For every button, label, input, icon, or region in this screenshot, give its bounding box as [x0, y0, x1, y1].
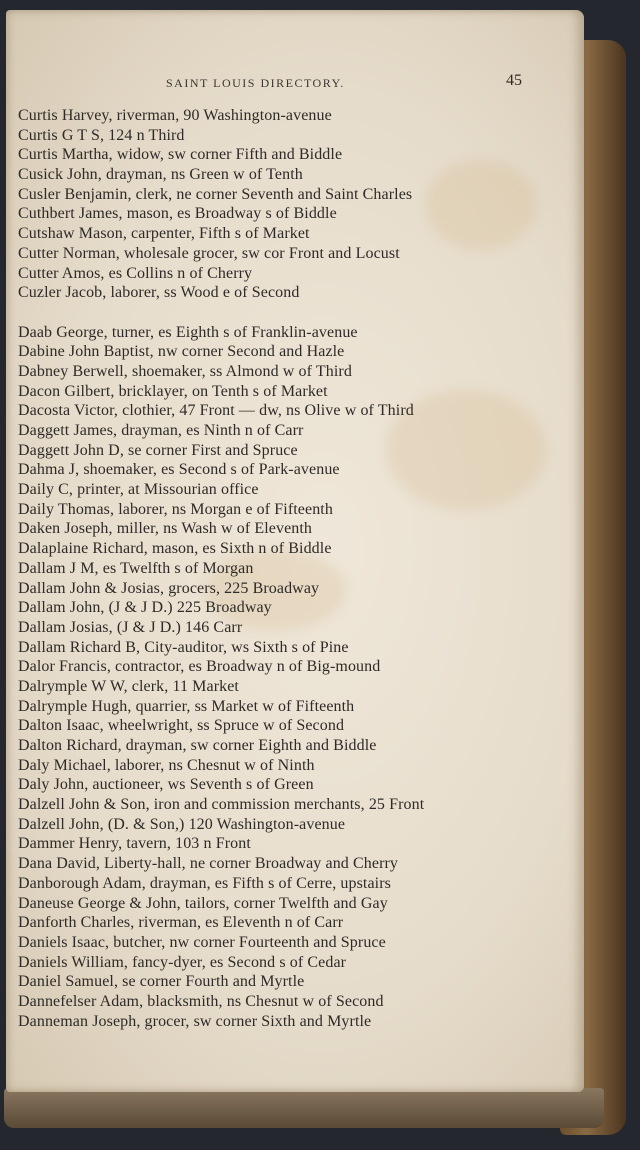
- section-gap: [18, 303, 578, 323]
- list-item: Daab George, turner, es Eighth s of Franklin-avenue: [18, 323, 358, 341]
- list-item: Daniel Samuel, se corner Fourth and Myrtle: [18, 973, 305, 991]
- list-item: Dalrymple W W, clerk, 11 Market: [18, 677, 239, 695]
- list-item: Dabine John Baptist, nw corner Second and Hazle: [18, 343, 345, 361]
- list-item: Dana David, Liberty-hall, ne corner Broadway and Cherry: [18, 855, 399, 873]
- entry-group-c: [18, 106, 578, 303]
- directory-page: [6, 10, 584, 1092]
- list-item: Curtis Martha, widow, sw corner Fifth and Biddle: [18, 146, 343, 164]
- page-header: [6, 64, 584, 88]
- list-item: Dacosta Victor, clothier, 47 Front — dw, ns Olive w of Third: [18, 402, 414, 420]
- list-item: Curtis Harvey, riverman, 90 Washington-avenue: [18, 107, 332, 124]
- list-item: Dalton Richard, drayman, sw corner Eighth and Biddle: [18, 737, 377, 754]
- list-item: Daniels Isaac, butcher, nw corner Fourteenth and Spruce: [18, 933, 386, 951]
- list-item: Cutter Amos, es Collins n of Cherry: [18, 264, 253, 282]
- list-item: Daly John, auctioneer, ws Seventh s of Green: [18, 776, 314, 794]
- list-item: Dannefelser Adam, blacksmith, ns Chesnut w of Second: [18, 992, 384, 1010]
- list-item: Dallam John, (J & J D.) 225 Broadway: [18, 599, 272, 617]
- list-item: Daily Thomas, laborer, ns Morgan e of Fifteenth: [18, 500, 333, 518]
- list-item: Daly Michael, laborer, ns Chesnut w of Ninth: [18, 756, 315, 774]
- list-item: Dalton Isaac, wheelwright, ss Spruce w of Second: [18, 717, 345, 735]
- list-item: Curtis G T S, 124 n Third: [18, 126, 185, 144]
- list-item: Dammer Henry, tavern, 103 n Front: [18, 835, 251, 853]
- list-item: Dalor Francis, contractor, es Broadway n of Big-mound: [18, 658, 381, 676]
- list-item: Dalzell John, (D. & Son,) 120 Washington-avenue: [18, 815, 346, 833]
- list-item: Danneman Joseph, grocer, sw corner Sixth and Myrtle: [18, 1012, 372, 1030]
- list-item: Dallam John & Josias, grocers, 225 Broadway: [18, 579, 320, 597]
- list-item: Danborough Adam, drayman, es Fifth s of Cerre, upstairs: [18, 874, 391, 892]
- list-item: Dallam Josias, (J & J D.) 146 Carr: [18, 618, 243, 636]
- list-item: Dahma J, shoemaker, es Second s of Park-avenue: [18, 461, 340, 479]
- list-item: Daken Joseph, miller, ns Wash w of Eleventh: [18, 520, 313, 538]
- page-stack-edge: [4, 1088, 604, 1128]
- list-item: Daggett James, drayman, es Ninth n of Carr: [18, 422, 304, 439]
- list-item: Daggett John D, se corner First and Spruce: [18, 441, 298, 459]
- list-item: Dalzell John & Son, iron and commission merchants, 25 Front: [18, 796, 425, 814]
- entry-group-d: [18, 323, 578, 1032]
- directory-entries: [18, 106, 578, 1031]
- list-item: Cusick John, drayman, ns Green w of Tenth: [18, 166, 303, 184]
- list-item: Dacon Gilbert, bricklayer, on Tenth s of Market: [18, 382, 328, 400]
- list-item: Cuzler Jacob, laborer, ss Wood e of Second: [18, 284, 300, 302]
- list-item: Dalaplaine Richard, mason, es Sixth n of Biddle: [18, 540, 332, 558]
- running-title: SAINT LOUIS DIRECTORY.: [166, 76, 345, 90]
- list-item: Daily C, printer, at Missourian office: [18, 481, 259, 499]
- list-item: Dallam J M, es Twelfth s of Morgan: [18, 559, 254, 577]
- list-item: Cusler Benjamin, clerk, ne corner Seventh and Saint Charles: [18, 185, 413, 203]
- list-item: Cutshaw Mason, carpenter, Fifth s of Market: [18, 225, 310, 243]
- page-number: 45: [506, 72, 522, 89]
- list-item: Dabney Berwell, shoemaker, ss Almond w of Third: [18, 362, 352, 380]
- list-item: Daniels William, fancy-dyer, es Second s of Cedar: [18, 953, 347, 971]
- list-item: Dalrymple Hugh, quarrier, ss Market w of Fifteenth: [18, 697, 355, 715]
- list-item: Dallam Richard B, City-auditor, ws Sixth s of Pine: [18, 638, 349, 656]
- list-item: Danforth Charles, riverman, es Eleventh n of Carr: [18, 914, 344, 932]
- list-item: Cuthbert James, mason, es Broadway s of Biddle: [18, 205, 337, 223]
- list-item: Daneuse George & John, tailors, corner Twelfth and Gay: [18, 894, 388, 912]
- list-item: Cutter Norman, wholesale grocer, sw cor Front and Locust: [18, 244, 400, 262]
